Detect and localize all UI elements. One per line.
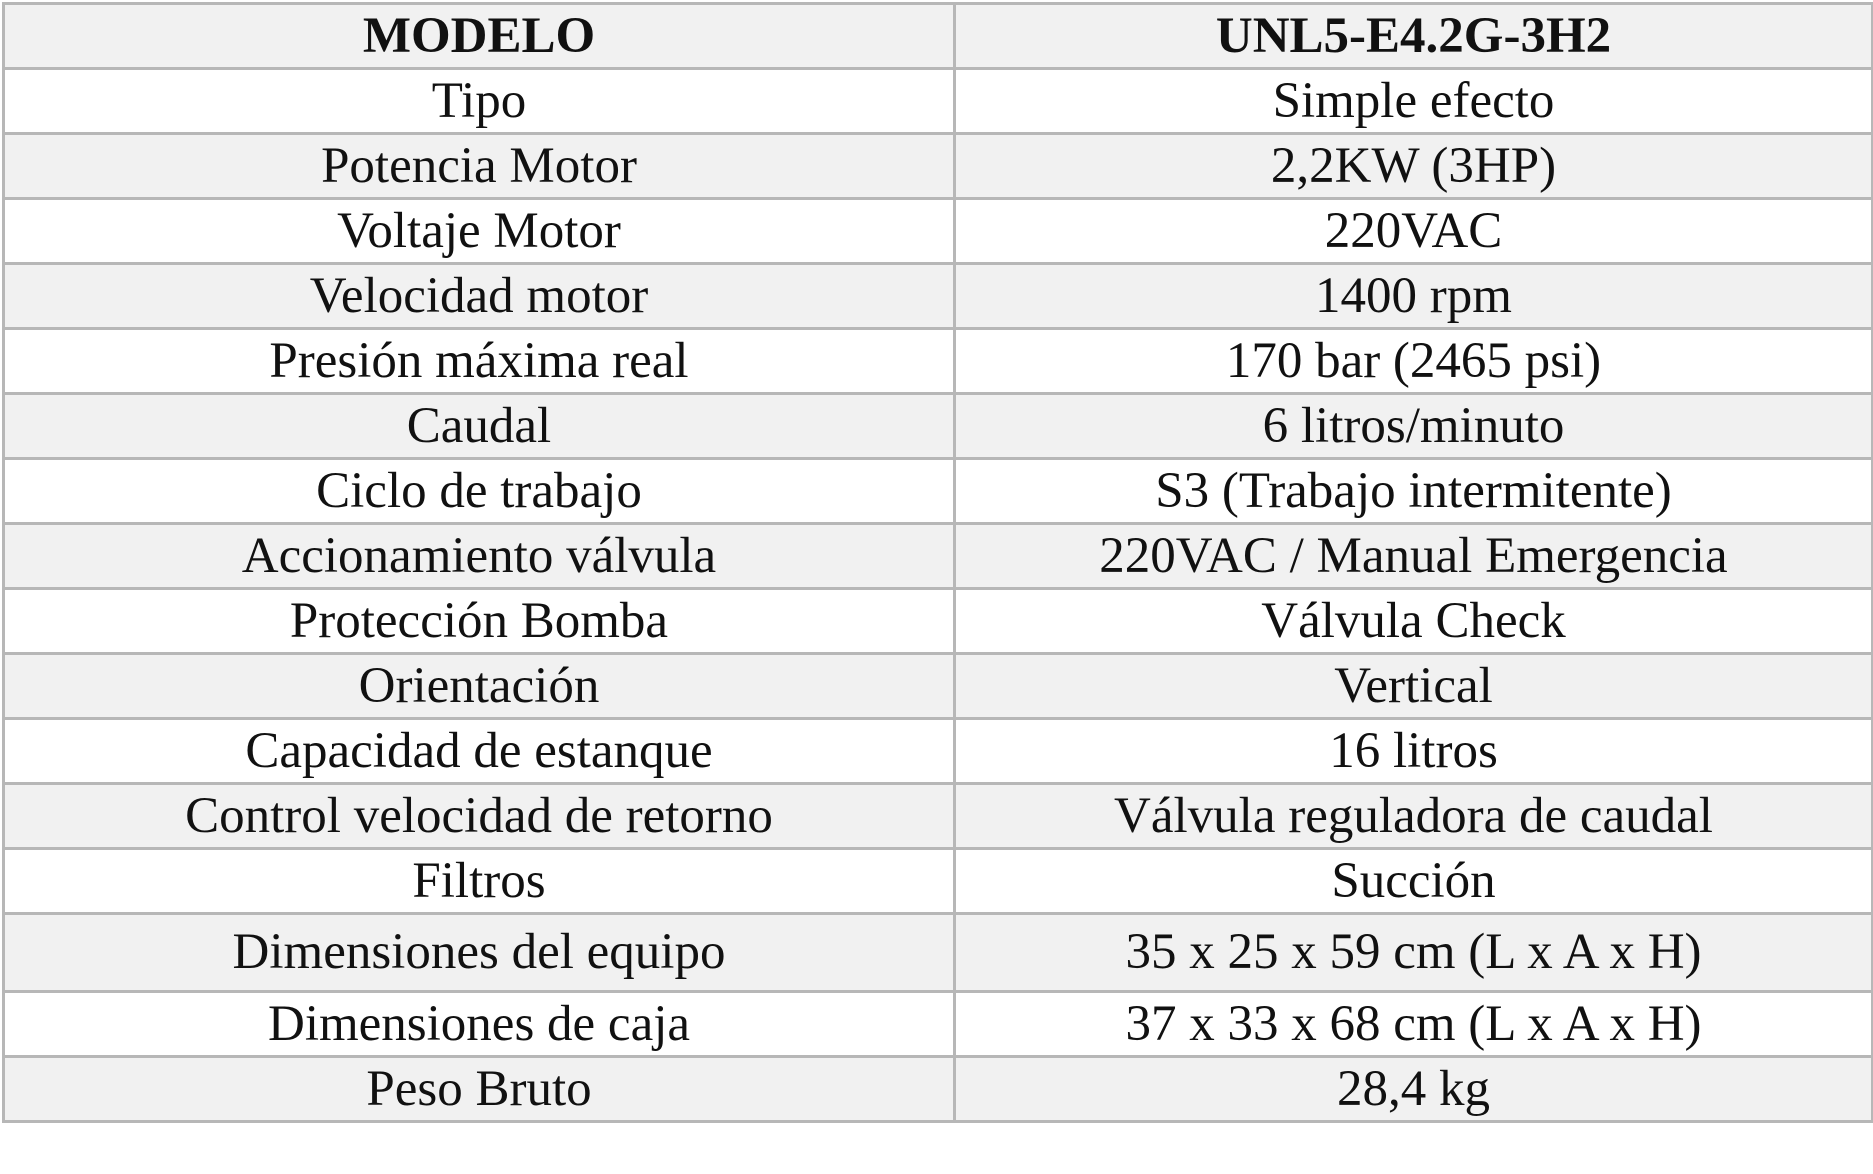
row-value-cell: Válvula Check [955, 589, 1873, 654]
table-row [4, 524, 1873, 589]
row-label-cell: Orientación [4, 654, 955, 719]
row-label-cell: Ciclo de trabajo [4, 459, 955, 524]
row-value-cell: 35 x 25 x 59 cm (L x A x H) [955, 914, 1873, 992]
table-row [4, 914, 1873, 992]
row-value-cell: S3 (Trabajo intermitente) [955, 459, 1873, 524]
row-label-cell: Capacidad de estanque [4, 719, 955, 784]
table-row [4, 264, 1873, 329]
row-label-cell: Control velocidad de retorno [4, 784, 955, 849]
table-row [4, 654, 1873, 719]
row-label-cell: Accionamiento válvula [4, 524, 955, 589]
row-value-cell: 16 litros [955, 719, 1873, 784]
table-row [4, 784, 1873, 849]
row-label-cell: Voltaje Motor [4, 199, 955, 264]
row-value-cell: 6 litros/minuto [955, 394, 1873, 459]
row-label-cell: Dimensiones de caja [4, 992, 955, 1057]
row-label-cell: Peso Bruto [4, 1057, 955, 1122]
header-label-cell: MODELO [4, 4, 955, 69]
table-row [4, 134, 1873, 199]
table-row [4, 849, 1873, 914]
row-value-cell: Succión [955, 849, 1873, 914]
row-label-cell: Presión máxima real [4, 329, 955, 394]
table-row [4, 199, 1873, 264]
table-row [4, 329, 1873, 394]
table-row [4, 69, 1873, 134]
row-label-cell: Potencia Motor [4, 134, 955, 199]
row-value-cell: 28,4 kg [955, 1057, 1873, 1122]
table-row [4, 719, 1873, 784]
row-label-cell: Velocidad motor [4, 264, 955, 329]
row-value-cell: 220VAC / Manual Emergencia [955, 524, 1873, 589]
table-row [4, 1057, 1873, 1122]
row-label-cell: Tipo [4, 69, 955, 134]
spec-table [2, 2, 1873, 1123]
row-value-cell: 220VAC [955, 199, 1873, 264]
table-row [4, 394, 1873, 459]
table-header-row [4, 4, 1873, 69]
table-row [4, 459, 1873, 524]
row-value-cell: Vertical [955, 654, 1873, 719]
table-row [4, 992, 1873, 1057]
row-label-cell: Caudal [4, 394, 955, 459]
row-value-cell: 170 bar (2465 psi) [955, 329, 1873, 394]
row-label-cell: Dimensiones del equipo [4, 914, 955, 992]
row-value-cell: 1400 rpm [955, 264, 1873, 329]
row-value-cell: 2,2KW (3HP) [955, 134, 1873, 199]
row-label-cell: Filtros [4, 849, 955, 914]
row-value-cell: 37 x 33 x 68 cm (L x A x H) [955, 992, 1873, 1057]
row-value-cell: Válvula reguladora de caudal [955, 784, 1873, 849]
row-value-cell: Simple efecto [955, 69, 1873, 134]
row-label-cell: Protección Bomba [4, 589, 955, 654]
header-value-cell: UNL5-E4.2G-3H2 [955, 4, 1873, 69]
table-row [4, 589, 1873, 654]
